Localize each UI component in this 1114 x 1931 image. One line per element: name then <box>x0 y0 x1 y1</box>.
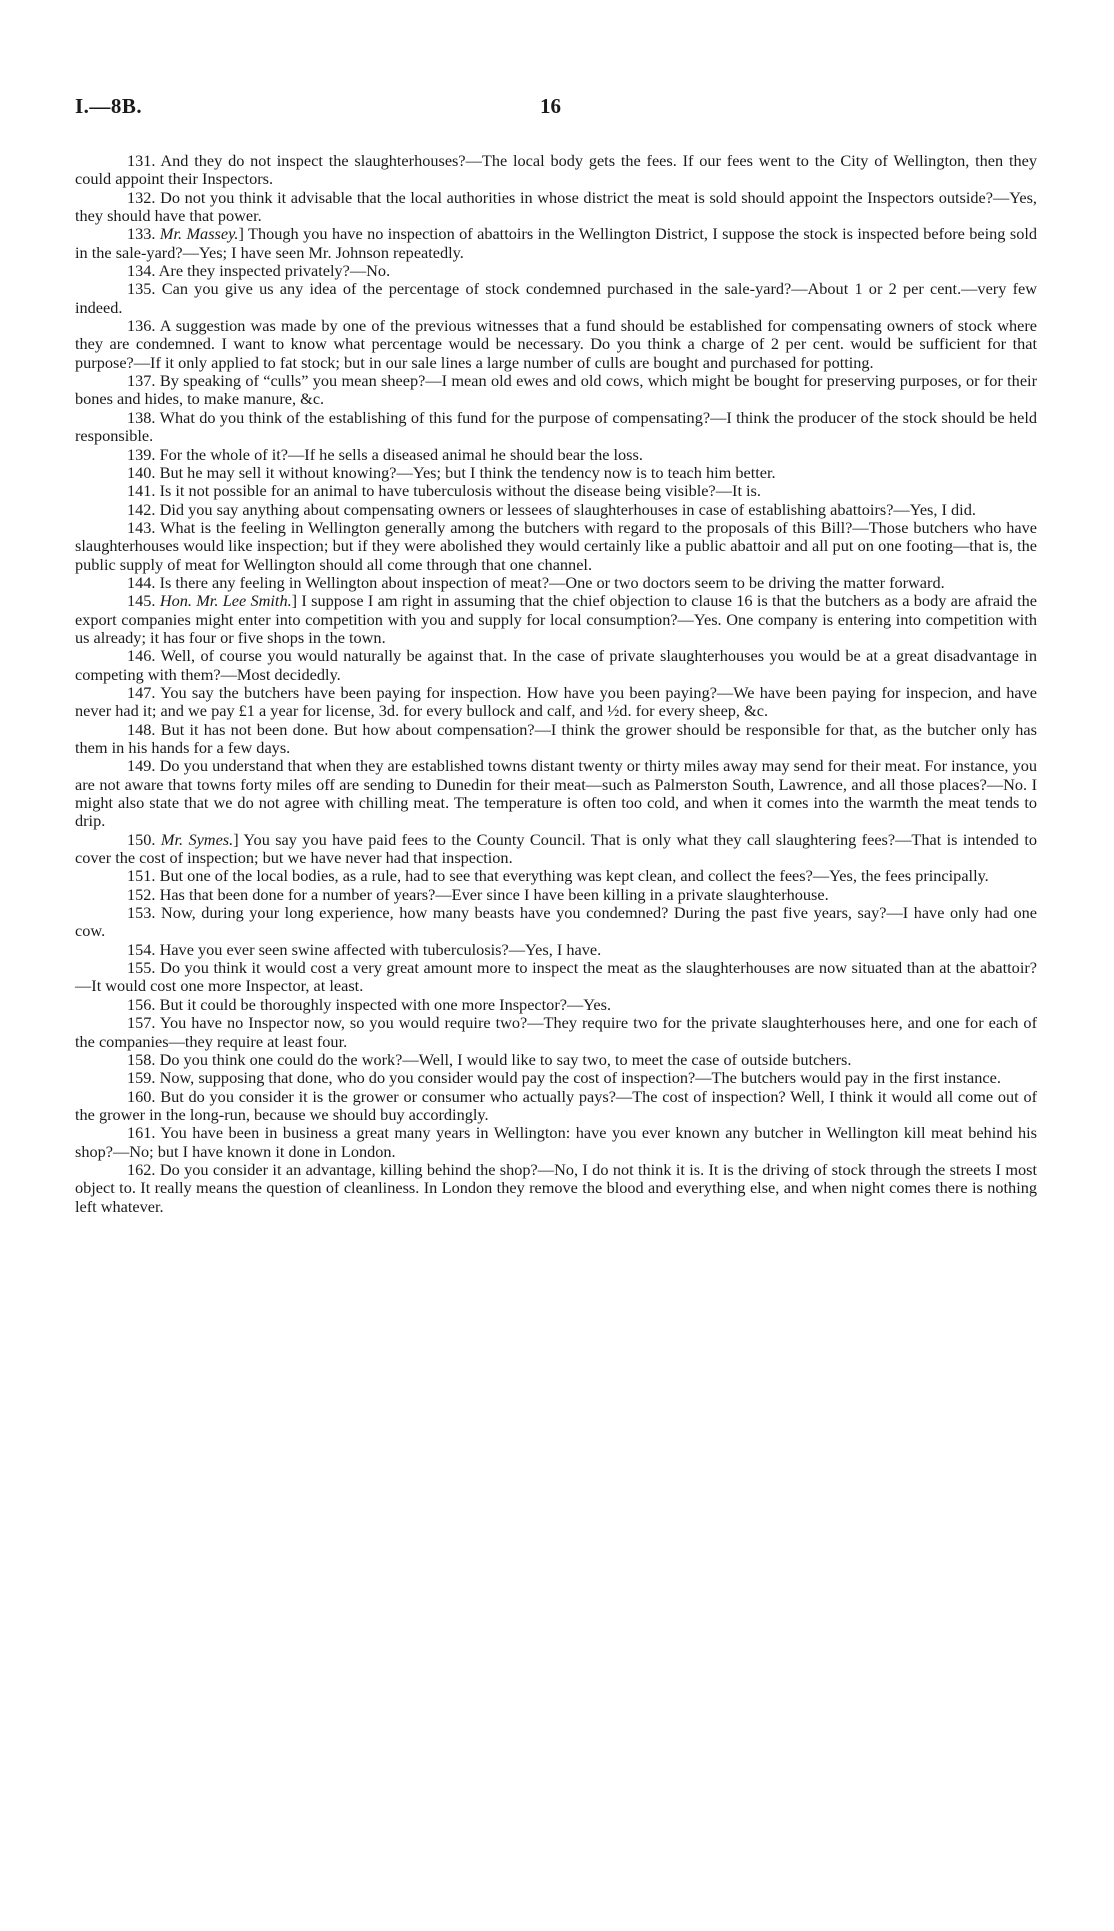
question-number: 142. <box>127 499 156 519</box>
paragraph-text: Do not you think it advisable that the local authorities in whose district the meat is sold should appoint the Inspectors outside?—Yes, they should have that power. <box>75 187 1037 226</box>
question-answer-paragraph <box>75 280 1037 317</box>
question-number: 133. <box>127 224 156 244</box>
question-number: 134. <box>127 261 156 281</box>
question-answer-paragraph <box>75 886 1037 904</box>
question-answer-paragraph <box>75 482 1037 500</box>
question-answer-paragraph <box>75 996 1037 1014</box>
question-number: 151. <box>127 866 156 886</box>
paragraph-text: Now, during your long experience, how many beasts have you condemned? During the past five years, say?—I have only had one cow. <box>75 903 1037 941</box>
question-number: 138. <box>127 407 156 427</box>
paragraph-text: But one of the local bodies, as a rule, had to see that everything was kept clean, and collect the fees?—Yes, the fees principally. <box>159 866 989 886</box>
paragraph-text: By speaking of “culls” you mean sheep?—I mean old ewes and old cows, which might be bought for preserving purposes, or for their bones and hides, to make manure, &c. <box>75 371 1037 409</box>
paragraph-text: Has that been done for a number of years?—Ever since I have been killing in a private slaughterhouse. <box>159 884 829 904</box>
question-number: 140. <box>127 462 156 482</box>
question-number: 149. <box>127 756 156 776</box>
page-number: 16 <box>540 94 561 118</box>
question-answer-paragraph <box>75 1088 1037 1125</box>
paragraph-text: But he may sell it without knowing?—Yes; but I think the tendency now is to teach him better. <box>159 462 776 482</box>
question-answer-paragraph <box>75 904 1037 941</box>
speaker-name: Mr. Symes. <box>160 829 234 849</box>
question-answer-paragraph <box>75 372 1037 409</box>
question-number: 147. <box>127 682 156 702</box>
paragraph-text: But it has not been done. But how about compensation?—I think the grower should be responsible for that, as the butcher only has them in his hands for a few days. <box>75 719 1037 757</box>
question-number: 131. <box>127 151 156 170</box>
question-number: 136. <box>127 316 156 336</box>
question-number: 152. <box>127 884 156 904</box>
question-answer-paragraph <box>75 317 1037 372</box>
paragraph-text: You have been in business a great many years in Wellington: have you ever known any butcher in Wellington kill meat behind his shop?—No; but I have known it done in London. <box>75 1123 1037 1161</box>
paragraph-text: A suggestion was made by one of the previous witnesses that a fund should be established for compensating owners of stock where they are condemned. I want to know what percentage would be necessary. Do you think a charge of 2 per cent. would be sufficient for that purpose?—If it only applied to fat stock; but in our sale lines a large number of culls are bought and purchased for potting. <box>75 316 1037 372</box>
paragraph-text: But it could be thoroughly inspected with one more Inspector?—Yes. <box>159 994 612 1014</box>
question-number: 159. <box>127 1068 156 1088</box>
question-number: 141. <box>127 481 156 501</box>
paragraph-text: You say you have paid fees to the County Council. That is only what they call slaughtering fees?—That is intended to cover the cost of inspection; but we have never had that inspection. <box>75 829 1037 868</box>
speaker-bracket: ] <box>233 829 239 849</box>
question-answer-paragraph <box>75 1051 1037 1069</box>
page-reference: I.—8B. <box>75 94 143 118</box>
evidence-transcript <box>75 152 1037 1216</box>
paragraph-text: You have no Inspector now, so you would require two?—They require two for the private slaughterhouses here, and one for each of the companies—they require at least four. <box>75 1013 1037 1051</box>
paragraph-text: And they do not inspect the slaughterhouses?—The local body gets the fees. If our fees went to the City of Wellington, then they could appoint their Inspectors. <box>75 151 1038 189</box>
paragraph-text: Is it not possible for an animal to have tuberculosis without the disease being visible?—It is. <box>159 481 761 501</box>
question-answer-paragraph <box>75 152 1037 189</box>
question-number: 132. <box>127 187 156 207</box>
question-number: 135. <box>127 279 156 299</box>
question-number: 137. <box>127 371 156 391</box>
question-number: 158. <box>127 1049 156 1069</box>
question-number: 157. <box>127 1013 156 1033</box>
paragraph-text: Do you consider it an advantage, killing behind the shop?—No, I do not think it is. It is the driving of stock through the streets I most object to. It really means the question of cleanliness. In London they remove the blood and everything else, and when night comes there is nothing left whatever. <box>75 1159 1038 1216</box>
paragraph-text: Is there any feeling in Wellington about inspection of meat?—One or two doctors seem to be driving the matter forward. <box>159 572 945 592</box>
paragraph-text: Did you say anything about compensating owners or lessees of slaughterhouses in case of establishing abattoirs?—Yes, I did. <box>159 499 976 519</box>
question-number: 143. <box>127 517 156 537</box>
paragraph-text: I suppose I am right in assuming that the chief objection to clause 16 is that the butchers as a body are afraid the export companies might enter into competition with you and supply for local consumption?—Yes. One company is entering into competition with us already; it has four or five shops in the town. <box>75 591 1037 647</box>
question-answer-paragraph <box>75 262 1037 280</box>
question-number: 153. <box>127 903 156 923</box>
speaker-bracket: ] <box>238 224 244 244</box>
paragraph-text: Do you understand that when they are established towns distant twenty or thirty miles away may send for their meat. For instance, you are not aware that towns forty miles off are sending to Dunedin for their meat—such as Palmerston South, Lawrence, and all those places?—No. I might also state that we do not agree with chilling meat. The temperature is often too cold, and when it comes into the warmth the meat tends to drip. <box>75 756 1037 831</box>
page-header <box>75 94 1040 124</box>
paragraph-text: You say the butchers have been paying for inspection. How have you been paying?—We have been paying for inspecion, and have never had it; and we pay £1 a year for license, 3d. for every bullock and calf, and ½d. for every sheep, &c. <box>75 682 1037 721</box>
question-answer-paragraph <box>75 592 1037 647</box>
question-answer-paragraph <box>75 647 1037 684</box>
question-answer-paragraph <box>75 831 1037 868</box>
question-answer-paragraph <box>75 959 1037 996</box>
question-number: 155. <box>127 958 156 978</box>
question-answer-paragraph <box>75 519 1037 574</box>
question-number: 162. <box>127 1159 156 1179</box>
question-number: 146. <box>127 646 156 666</box>
question-answer-paragraph <box>75 409 1037 446</box>
question-answer-paragraph <box>75 867 1037 885</box>
paragraph-text: Can you give us any idea of the percentage of stock condemned purchased in the sale-yard?—About 1 or 2 per cent.—very few indeed. <box>75 279 1037 317</box>
paragraph-text: Well, of course you would naturally be against that. In the case of private slaughterhouses you would be at a great disadvantage in competing with them?—Most decidedly. <box>75 646 1037 684</box>
question-number: 144. <box>127 572 156 592</box>
paragraph-text: Have you ever seen swine affected with tuberculosis?—Yes, I have. <box>159 939 602 959</box>
question-answer-paragraph <box>75 941 1037 959</box>
speaker-name: Hon. Mr. Lee Smith. <box>159 591 292 611</box>
question-number: 150. <box>127 829 156 849</box>
question-number: 160. <box>127 1086 156 1106</box>
paragraph-text: For the whole of it?—If he sells a diseased animal he should bear the loss. <box>159 444 643 464</box>
question-number: 148. <box>127 719 156 739</box>
question-number: 156. <box>127 994 156 1014</box>
question-answer-paragraph <box>75 574 1037 592</box>
question-answer-paragraph <box>75 1014 1037 1051</box>
paragraph-text: But do you consider it is the grower or consumer who actually pays?—The cost of inspection? Well, I think it would all come out of the grower in the long-run, because we should buy accordingly. <box>75 1086 1038 1124</box>
speaker-bracket: ] <box>291 591 298 611</box>
question-number: 145. <box>127 591 156 611</box>
question-answer-paragraph <box>75 1124 1037 1161</box>
question-number: 161. <box>127 1123 156 1143</box>
question-answer-paragraph <box>75 721 1037 758</box>
question-answer-paragraph <box>75 757 1037 830</box>
paragraph-text: Do you think it would cost a very great amount more to inspect the meat as the slaughterhouses are now situated than at the abattoir?—It would cost one more Inspector, at least. <box>75 958 1037 996</box>
paragraph-text: Are they inspected privately?—No. <box>158 261 391 281</box>
paragraph-text: Do you think one could do the work?—Well, I would like to say two, to meet the case of outside butchers. <box>159 1049 852 1069</box>
question-answer-paragraph <box>75 446 1037 464</box>
speaker-name: Mr. Massey. <box>159 224 239 244</box>
question-answer-paragraph <box>75 464 1037 482</box>
question-answer-paragraph <box>75 225 1037 262</box>
paragraph-text: What do you think of the establishing of this fund for the purpose of compensating?—I think the producer of the stock should be held responsible. <box>75 407 1037 446</box>
question-number: 139. <box>127 444 156 464</box>
paragraph-text: Though you have no inspection of abattoirs in the Wellington District, I suppose the stock is inspected before being sold in the sale-yard?—Yes; I have seen Mr. Johnson repeatedly. <box>75 224 1038 262</box>
question-answer-paragraph <box>75 684 1037 721</box>
question-answer-paragraph <box>75 189 1037 226</box>
paragraph-text: What is the feeling in Wellington generally among the butchers with regard to the proposals of this Bill?—Those butchers who have slaughterhouses would like inspection; but if they were abolished they would certainly like a public abattoir and all put on one footing—that is, the public supply of meat for Wellington should all come through that one channel. <box>75 517 1037 574</box>
paragraph-text: Now, supposing that done, who do you consider would pay the cost of inspection?—The butchers would pay in the first instance. <box>159 1068 1001 1088</box>
question-answer-paragraph <box>75 1069 1037 1087</box>
question-answer-paragraph <box>75 1161 1037 1216</box>
question-number: 154. <box>127 939 156 959</box>
question-answer-paragraph <box>75 501 1037 519</box>
